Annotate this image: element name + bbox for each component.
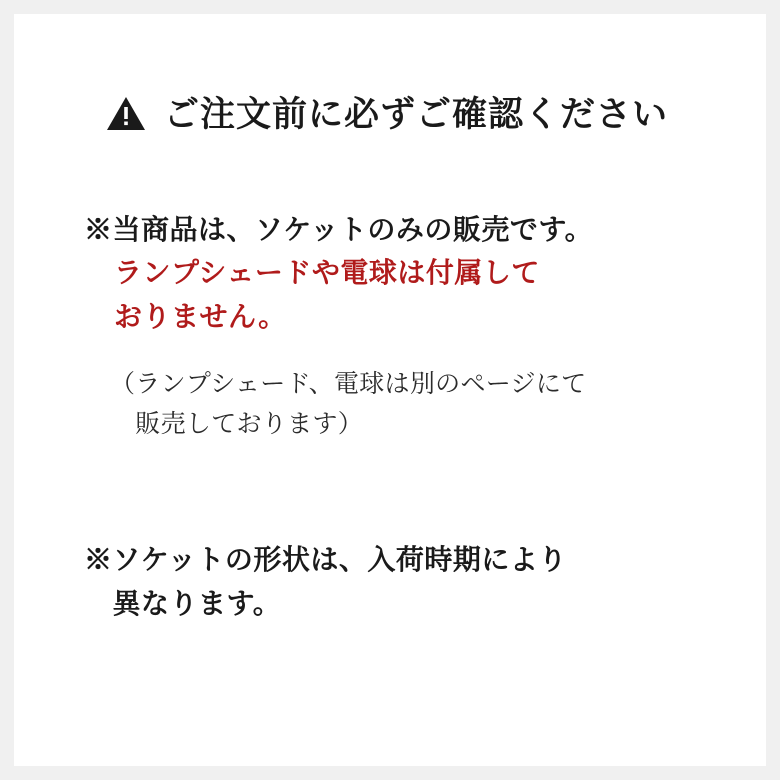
notice-card xyxy=(14,14,766,766)
notice-block-2 xyxy=(84,538,718,625)
notice-1-line-3: おりません。 xyxy=(114,300,287,332)
warning-triangle-icon xyxy=(106,96,146,132)
heading xyxy=(106,96,718,132)
notice-2-line-2: 異なります。 xyxy=(84,587,282,619)
notice-1-sub-line-1: （ランプシェード、電球は別のページにて xyxy=(110,370,587,399)
notice-block-1 xyxy=(84,208,718,444)
heading-text: ご注文前に必ずご確認ください xyxy=(164,94,669,134)
notice-1-subnote xyxy=(84,364,718,444)
notice-1-sub-line-2: 販売しております） xyxy=(110,410,364,439)
notice-2-line-1: ※ソケットの形状は、入荷時期により xyxy=(84,544,567,576)
notice-1-line-2: ランプシェードや電球は付属して xyxy=(114,257,540,289)
notice-1-line-1: ※当商品は、ソケットのみの販売です。 xyxy=(84,214,594,245)
